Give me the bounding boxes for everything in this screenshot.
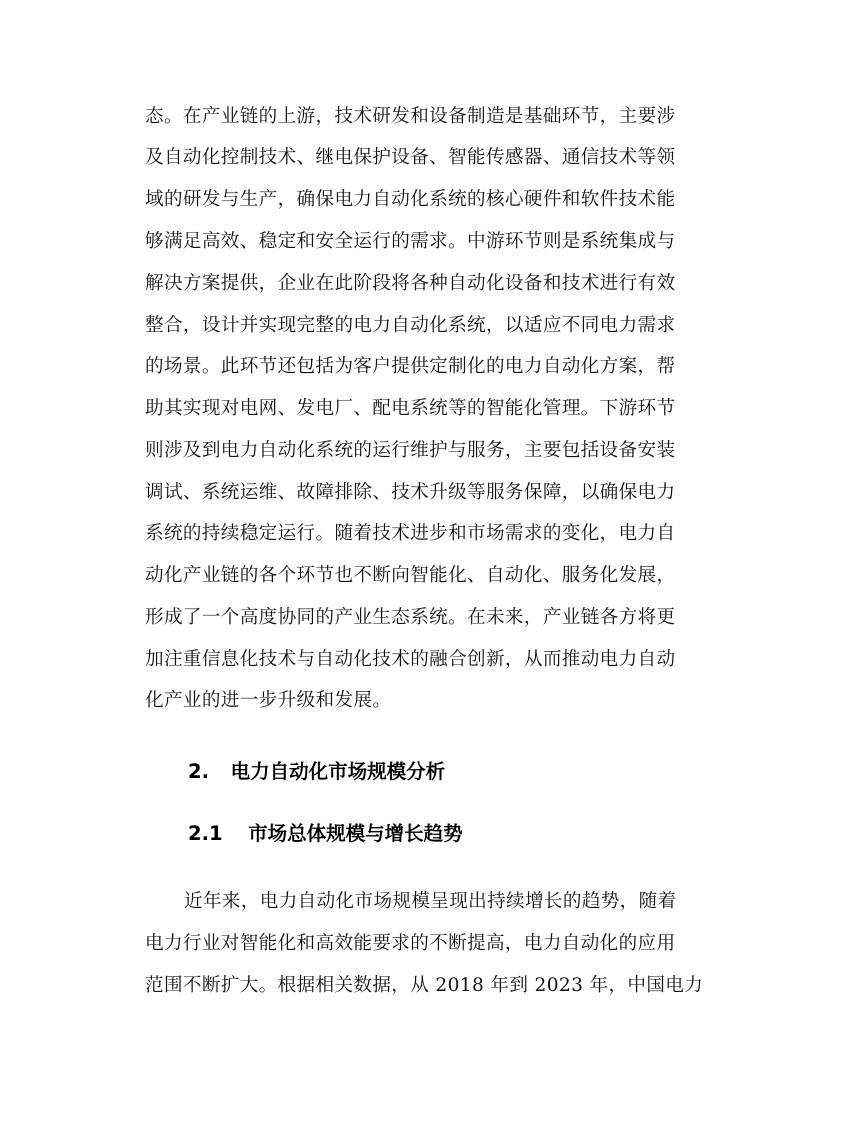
paragraph-line: 系统的持续稳定运行。随着技术进步和市场需求的变化，电力自: [145, 523, 676, 544]
paragraph-line: 态。在产业链的上游，技术研发和设备制造是基础环节，主要涉: [145, 106, 676, 127]
paragraph-line: 形成了一个高度协同的产业生态系统。在未来，产业链各方将更: [145, 607, 676, 628]
section-number: 2.: [188, 760, 209, 783]
paragraph-line: 够满足高效、稳定和安全运行的需求。中游环节则是系统集成与: [145, 231, 676, 252]
paragraph-line: 整合，设计并实现完整的电力自动化系统，以适应不同电力需求: [145, 315, 676, 336]
section-heading-2: [188, 760, 445, 784]
subsection-number: 2.1: [188, 822, 223, 845]
paragraph-line: 范围不断扩大。根据相关数据，从 2018 年到 2023 年，中国电力: [145, 975, 704, 996]
paragraph-line: 动化产业链的各个环节也不断向智能化、自动化、服务化发展，: [145, 565, 676, 586]
paragraph-line: 助其实现对电网、发电厂、配电系统等的智能化管理。下游环节: [145, 398, 676, 419]
paragraph-line: 域的研发与生产，确保电力自动化系统的核心硬件和软件技术能: [145, 189, 676, 210]
paragraph-line: 调试、系统运维、故障排除、技术升级等服务保障，以确保电力: [145, 482, 676, 503]
paragraph-line: 电力行业对智能化和高效能要求的不断提高，电力自动化的应用: [145, 933, 676, 954]
paragraph-line: 加注重信息化技术与自动化技术的融合创新，从而推动电力自动: [145, 649, 676, 670]
section-title: 电力自动化市场规模分析: [230, 760, 446, 783]
subsection-title: 市场总体规模与增长趋势: [248, 822, 463, 845]
paragraph-line: 则涉及到电力自动化系统的运行维护与服务，主要包括设备安装: [145, 440, 676, 461]
paragraph-line: 近年来，电力自动化市场规模呈现出持续增长的趋势，随着: [184, 891, 677, 912]
paragraph-line: 化产业的进一步升级和发展。: [145, 690, 392, 711]
paragraph-line: 的场景。此环节还包括为客户提供定制化的电力自动化方案，帮: [145, 356, 676, 377]
paragraph-line: 及自动化控制技术、继电保护设备、智能传感器、通信技术等领: [145, 147, 676, 168]
section-heading-2-1: [188, 822, 463, 846]
paragraph-line: 解决方案提供，企业在此阶段将各种自动化设备和技术进行有效: [145, 273, 676, 294]
